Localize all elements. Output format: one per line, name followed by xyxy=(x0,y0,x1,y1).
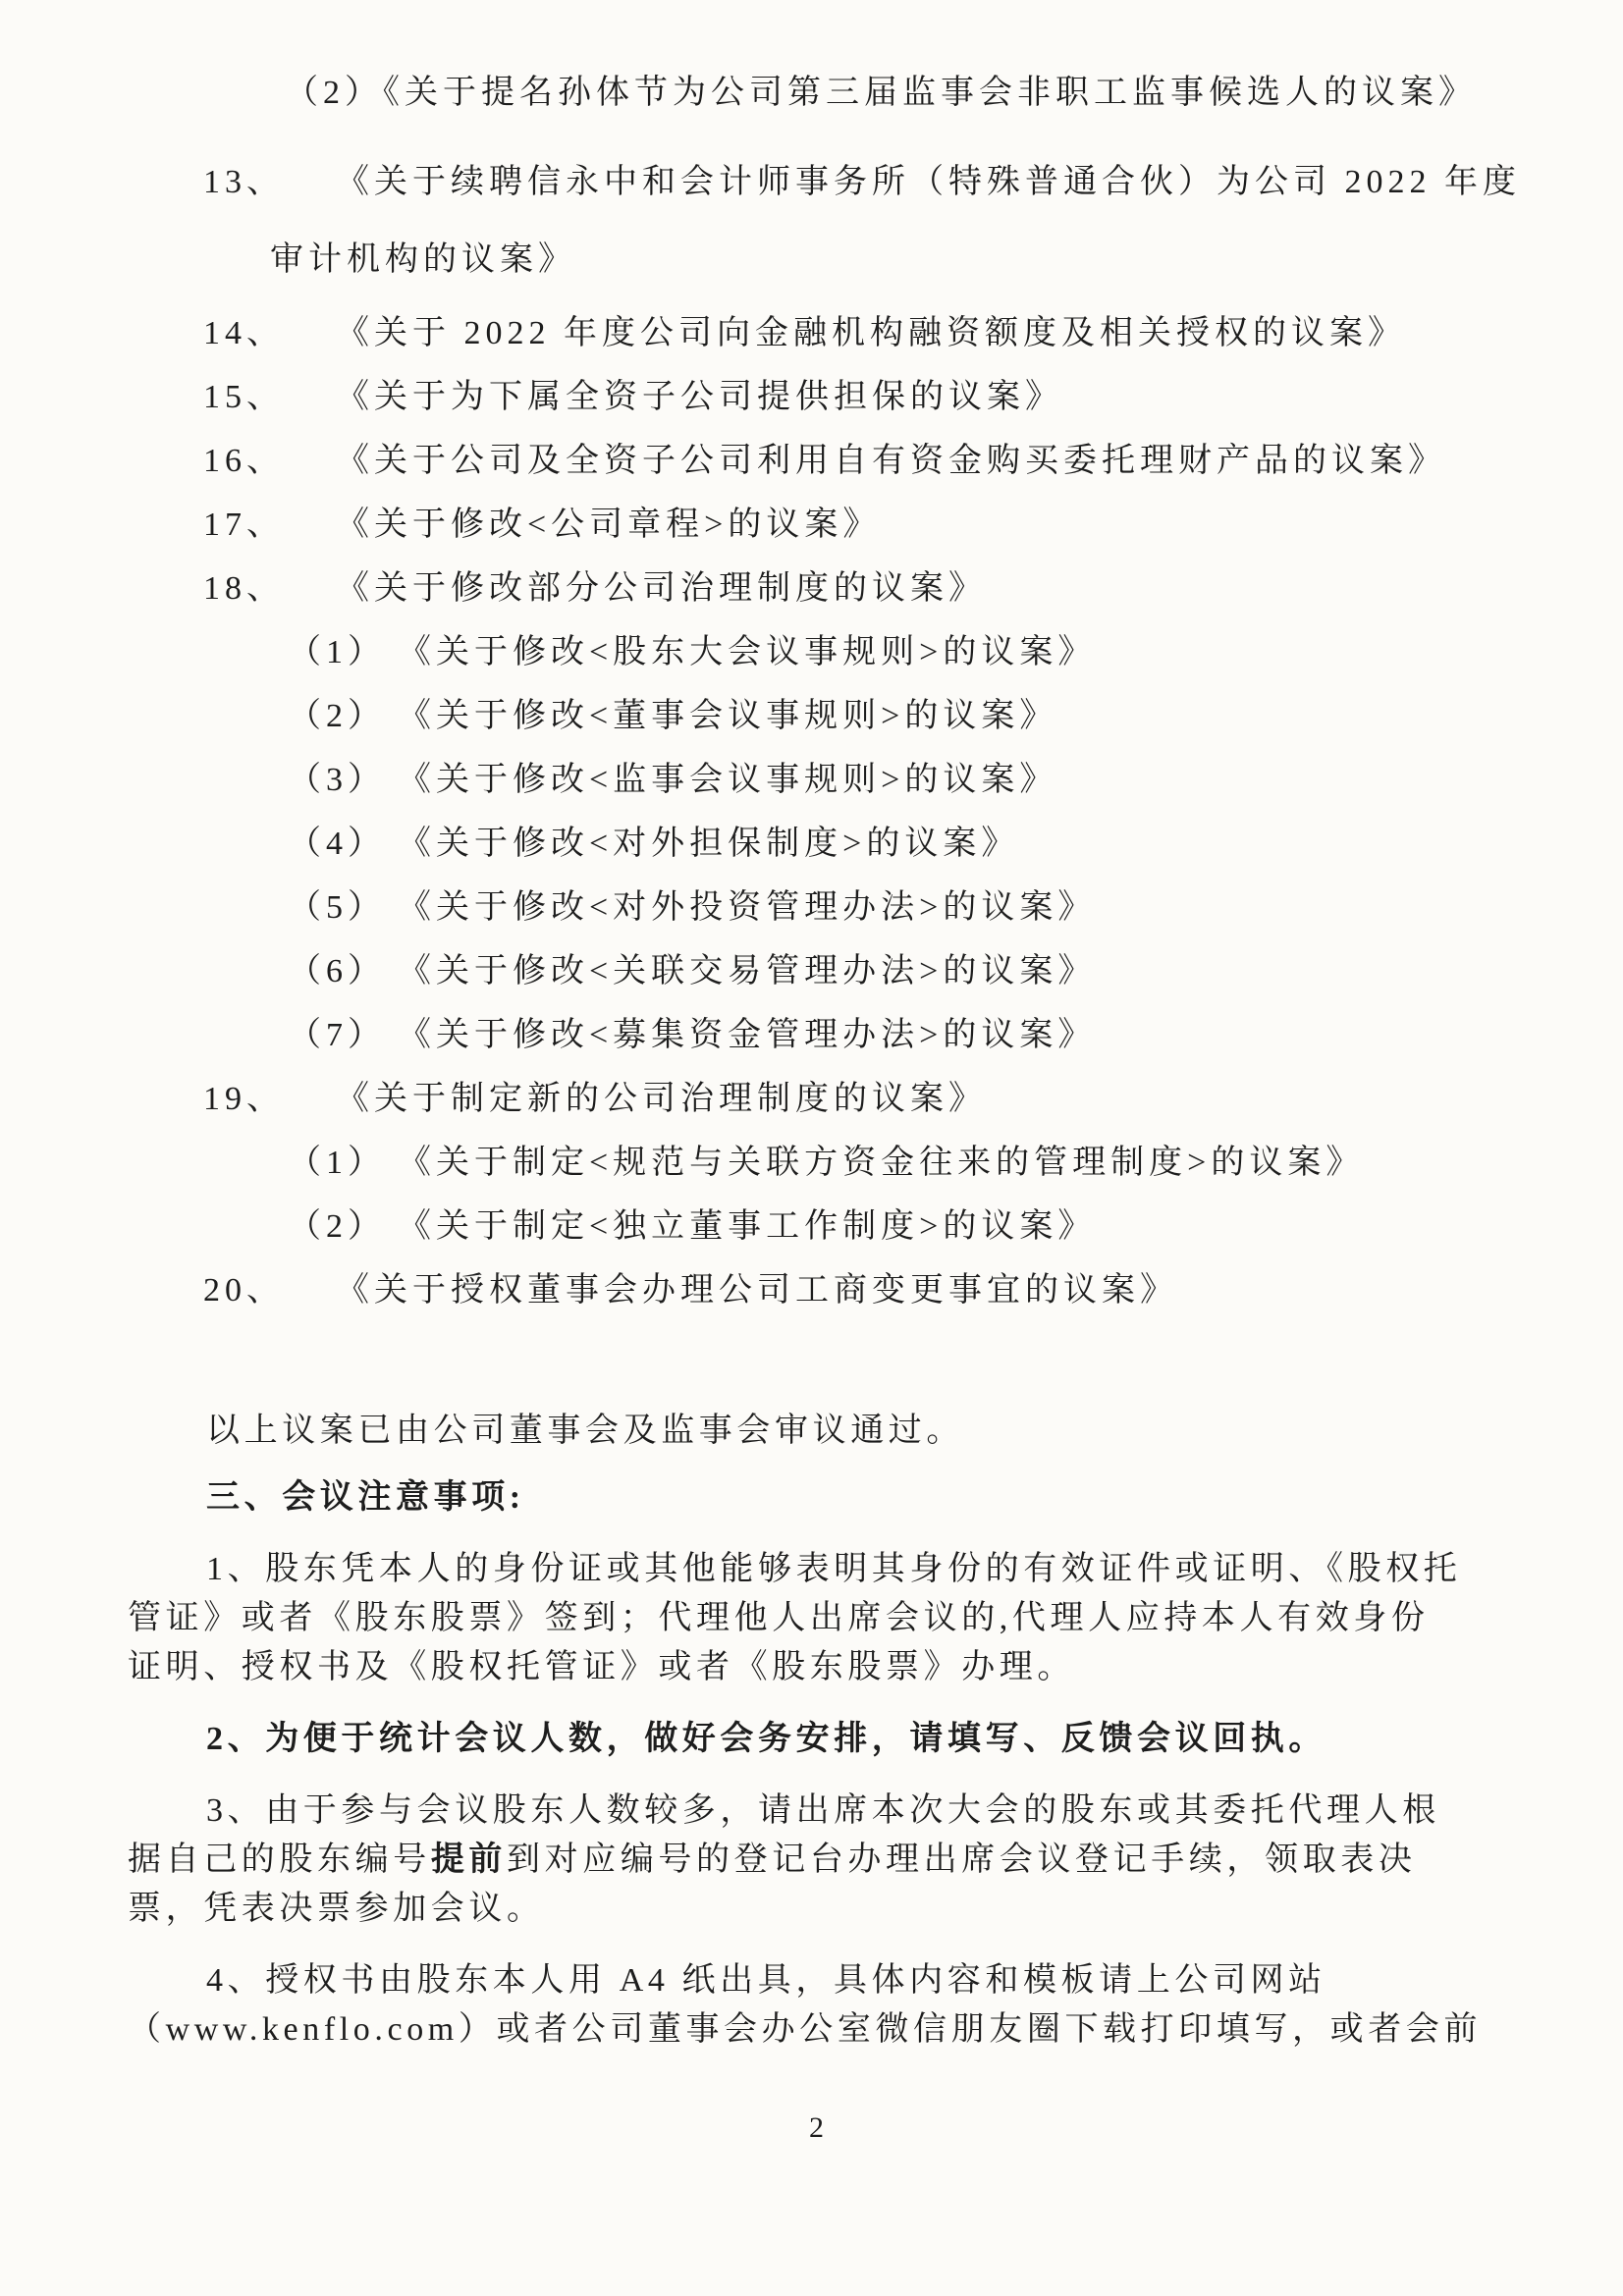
proposal-text: 《关于 2022 年度公司向金融机构融资额度及相关授权的议案》 xyxy=(336,315,1406,351)
proposal-number: （1） xyxy=(288,634,386,670)
note-line: 2、为便于统计会议人数，做好会务安排，请填写、反馈会议回执。 xyxy=(206,1721,1326,1757)
proposal-line xyxy=(128,1003,1505,1067)
proposal-line xyxy=(128,1131,1505,1195)
proposal-text: 《关于修改<对外担保制度>的议案》 xyxy=(398,826,1020,862)
proposal-number: （6） xyxy=(288,953,386,989)
proposal-number: （1） xyxy=(288,1145,386,1181)
section-heading-meeting-notes: 三、会议注意事项: xyxy=(206,1479,525,1516)
proposal-text: 《关于公司及全资子公司利用自有资金购买委托理财产品的议案》 xyxy=(336,443,1446,479)
emphasized-text: 提前 xyxy=(430,1842,508,1878)
proposal-number: （5） xyxy=(288,889,386,926)
proposal-line xyxy=(128,557,1505,620)
proposal-line xyxy=(128,620,1505,684)
note-line: 证明、授权书及《股权托管证》或者《股东股票》办理。 xyxy=(128,1649,1075,1685)
proposal-text: 审计机构的议案》 xyxy=(270,241,576,278)
proposal-line xyxy=(128,150,1521,214)
proposal-text: 《关于修改<关联交易管理办法>的议案》 xyxy=(398,953,1097,989)
note-text: 据自己的股东编号 xyxy=(128,1842,431,1878)
note-line: 3、由于参与会议股东人数较多，请出席本次大会的股东或其委托代理人根 xyxy=(206,1792,1440,1829)
proposal-text: 《关于为下属全资子公司提供担保的议案》 xyxy=(336,379,1063,415)
proposal-number: （2） xyxy=(288,698,386,734)
proposal-number: （2） xyxy=(288,1208,386,1245)
note-line: 4、授权书由股东本人用 A4 纸出具，具体内容和模板请上公司网站 xyxy=(206,1962,1326,1999)
proposal-line xyxy=(128,301,1505,365)
proposal-number: （3） xyxy=(288,762,386,798)
proposal-text: 《关于修改<董事会议事规则>的议案》 xyxy=(398,698,1058,734)
proposal-number: （4） xyxy=(288,826,386,862)
proposal-line xyxy=(128,228,1505,292)
proposal-number: 19、 xyxy=(203,1081,285,1117)
proposal-text: 《关于修改<公司章程>的议案》 xyxy=(336,507,882,543)
note-line: 1、股东凭本人的身份证或其他能够表明其身份的有效证件或证明、《股权托 xyxy=(206,1551,1462,1587)
proposal-text: 《关于修改<募集资金管理办法>的议案》 xyxy=(398,1017,1097,1053)
proposal-line xyxy=(128,1067,1505,1131)
note-line: 票，凭表决票参加会议。 xyxy=(128,1891,545,1927)
proposal-number: 17、 xyxy=(203,507,285,543)
note-2 xyxy=(128,1715,1505,1764)
note-text: 到对应编号的登记台办理出席会议登记手续，领取表决 xyxy=(507,1842,1417,1878)
proposal-number: 20、 xyxy=(203,1272,285,1308)
proposal-line xyxy=(128,939,1505,1003)
proposal-line xyxy=(128,812,1505,876)
proposal-text: 《关于续聘信永中和会计师事务所（特殊普通合伙）为公司 2022 年度 xyxy=(336,164,1521,200)
proposal-text: 《关于制定<规范与关联方资金往来的管理制度>的议案》 xyxy=(398,1145,1365,1181)
meeting-notes xyxy=(128,1545,1505,2055)
proposal-line xyxy=(128,748,1505,812)
note-1 xyxy=(128,1545,1505,1692)
proposal-text: 《关于修改<对外投资管理办法>的议案》 xyxy=(398,889,1097,926)
proposal-number: 18、 xyxy=(203,570,285,607)
proposal-text: （2）《关于提名孙体节为公司第三届监事会非职工监事候选人的议案》 xyxy=(285,75,1477,111)
proposal-line xyxy=(128,61,1505,125)
proposal-text: 《关于修改<股东大会议事规则>的议案》 xyxy=(398,634,1097,670)
proposal-line xyxy=(128,876,1505,939)
note-line xyxy=(128,1836,1505,1885)
proposal-line xyxy=(128,493,1505,557)
proposal-text: 《关于授权董事会办理公司工商变更事宜的议案》 xyxy=(336,1272,1178,1308)
note-line: 管证》或者《股东股票》签到；代理他人出席会议的,代理人应持本人有效身份 xyxy=(128,1600,1430,1636)
proposal-number: 16、 xyxy=(203,443,285,479)
proposal-text: 《关于制定新的公司治理制度的议案》 xyxy=(336,1081,987,1117)
proposal-text: 《关于修改部分公司治理制度的议案》 xyxy=(336,570,987,607)
proposal-number: 13、 xyxy=(203,164,285,200)
proposal-number: 14、 xyxy=(203,315,285,351)
proposal-line xyxy=(128,684,1505,748)
proposal-number: （7） xyxy=(288,1017,386,1053)
note-3 xyxy=(128,1787,1505,1934)
proposal-text: 《关于修改<监事会议事规则>的议案》 xyxy=(398,762,1058,798)
proposal-line xyxy=(128,429,1505,493)
proposal-line xyxy=(128,365,1505,429)
approval-statement: 以上议案已由公司董事会及监事会审议通过。 xyxy=(206,1413,964,1449)
proposal-line xyxy=(128,1258,1505,1322)
proposal-text: 《关于制定<独立董事工作制度>的议案》 xyxy=(398,1208,1097,1245)
page-number: 2 xyxy=(809,2111,824,2144)
note-line: （www.kenflo.com）或者公司董事会办公室微信朋友圈下载打印填写，或者会前 xyxy=(128,2011,1483,2048)
proposal-line xyxy=(128,1195,1505,1258)
note-4 xyxy=(128,1956,1505,2055)
proposal-list xyxy=(128,61,1521,1322)
proposal-number: 15、 xyxy=(203,379,285,415)
